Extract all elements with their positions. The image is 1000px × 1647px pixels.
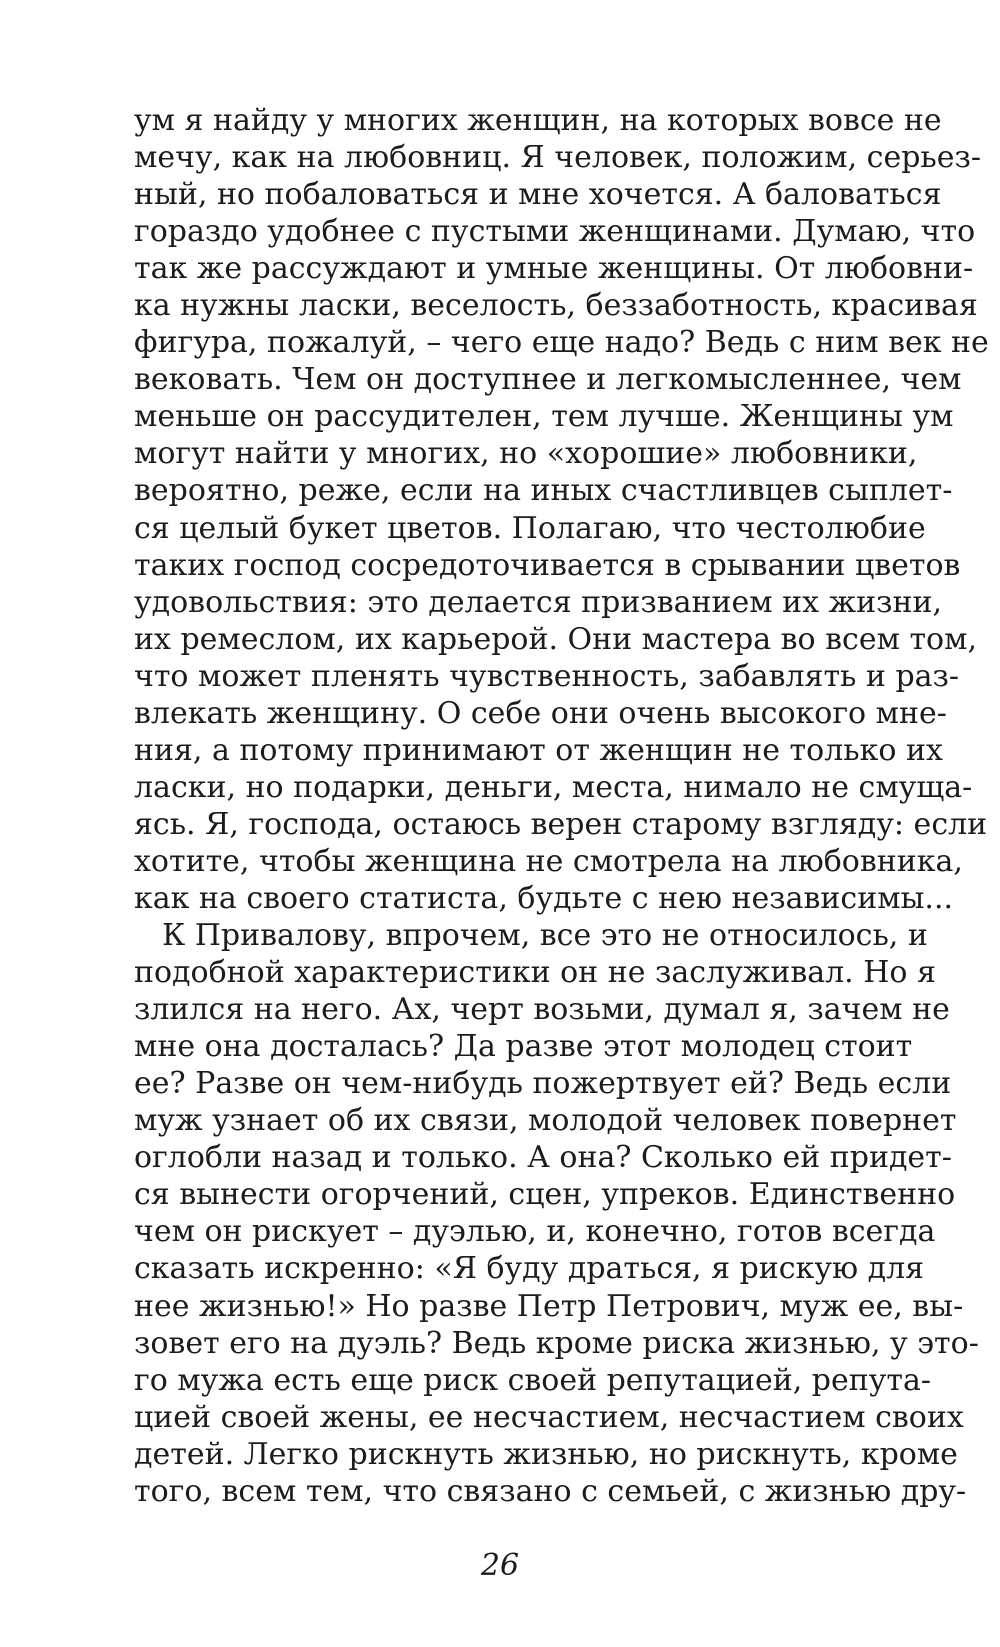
paragraph <box>134 917 979 1510</box>
text-line: того, всем тем, что связано с семьей, с жизнью дру- <box>134 1473 967 1509</box>
text-line: го мужа есть еще риск своей репутацией, репута- <box>134 1362 932 1398</box>
text-line: ный, но побаловаться и мне хочется. А баловаться <box>134 177 942 213</box>
text-line: нее жизнью!» Но разве Петр Петрович, муж ее, вы- <box>134 1288 964 1324</box>
text-line: гораздо удобнее с пустыми женщинами. Думаю, что <box>134 214 976 250</box>
text-line: ум я найду у многих женщин, на которых вовсе не <box>134 103 942 138</box>
text-line: сказать искренно: «Я буду драться, я рискую для <box>134 1251 925 1287</box>
text-line: К Привалову, впрочем, все это не относилось, и <box>162 918 928 954</box>
text-line: ка нужны ласки, веселость, беззаботность, красивая <box>134 288 978 324</box>
text-line: муж узнает об их связи, молодой человек повернет <box>134 1103 957 1139</box>
text-line: ясь. Я, господа, остаюсь верен старому взгляду: если <box>134 806 988 842</box>
text-line: ласки, но подарки, деньги, места, нимало не смуща- <box>134 769 973 805</box>
text-line: таких господ сосредоточивается в срывании цветов <box>134 547 961 583</box>
text-line: цией своей жены, ее несчастием, несчастием своих <box>134 1399 964 1435</box>
page-number: 26 <box>480 1548 520 1583</box>
body-text <box>134 102 989 1510</box>
text-line: ся вынести огорчений, сцен, упреков. Единственно <box>134 1177 956 1213</box>
text-line: меньше он рассудителен, тем лучше. Женщины ум <box>134 399 954 435</box>
text-line: удовольствия: это делается призванием их жизни, <box>134 584 943 620</box>
text-line: злился на него. Ах, черт возьми, думал я, зачем не <box>134 992 950 1028</box>
text-line: что может пленять чувственность, забавлять и раз- <box>134 658 960 694</box>
text-line: фигура, пожалуй, – чего еще надо? Ведь с ним век не <box>134 325 989 361</box>
text-line: мечу, как на любовниц. Я человек, положим, серьез- <box>134 140 981 176</box>
text-line: ния, а потому принимают от женщин не только их <box>134 732 943 768</box>
text-line: влекать женщину. О себе они очень высокого мне- <box>134 695 947 731</box>
text-line: ее? Разве он чем-нибудь пожертвует ей? Ведь если <box>134 1066 952 1102</box>
text-line: мне она досталась? Да разве этот молодец стоит <box>134 1029 913 1065</box>
text-line: их ремеслом, их карьерой. Они мастера во всем том, <box>134 621 977 657</box>
text-line: оглобли назад и только. А она? Сколько ей придет- <box>134 1140 952 1176</box>
text-line: могут найти у многих, но «хорошие» любовники, <box>134 436 918 472</box>
text-line: как на своего статиста, будьте с нею независимы... <box>134 880 954 916</box>
text-line: подобной характеристики он не заслуживал. Но я <box>134 955 936 991</box>
text-line: зовет его на дуэль? Ведь кроме риска жизнью, у это- <box>134 1325 979 1361</box>
text-line: вероятно, реже, если на иных счастливцев сыплет- <box>134 473 953 509</box>
paragraph <box>134 102 989 917</box>
text-line: ся целый букет цветов. Полагаю, что честолюбие <box>134 510 926 546</box>
text-line: детей. Легко рискнуть жизнью, но рискнуть, кроме <box>134 1436 958 1472</box>
text-line: так же рассуждают и умные женщины. От любовни- <box>134 251 974 287</box>
text-line: вековать. Чем он доступнее и легкомысленнее, чем <box>134 362 962 398</box>
text-line: чем он рискует – дуэлью, и, конечно, готов всегда <box>134 1214 936 1250</box>
text-line: хотите, чтобы женщина не смотрела на любовника, <box>134 843 963 879</box>
